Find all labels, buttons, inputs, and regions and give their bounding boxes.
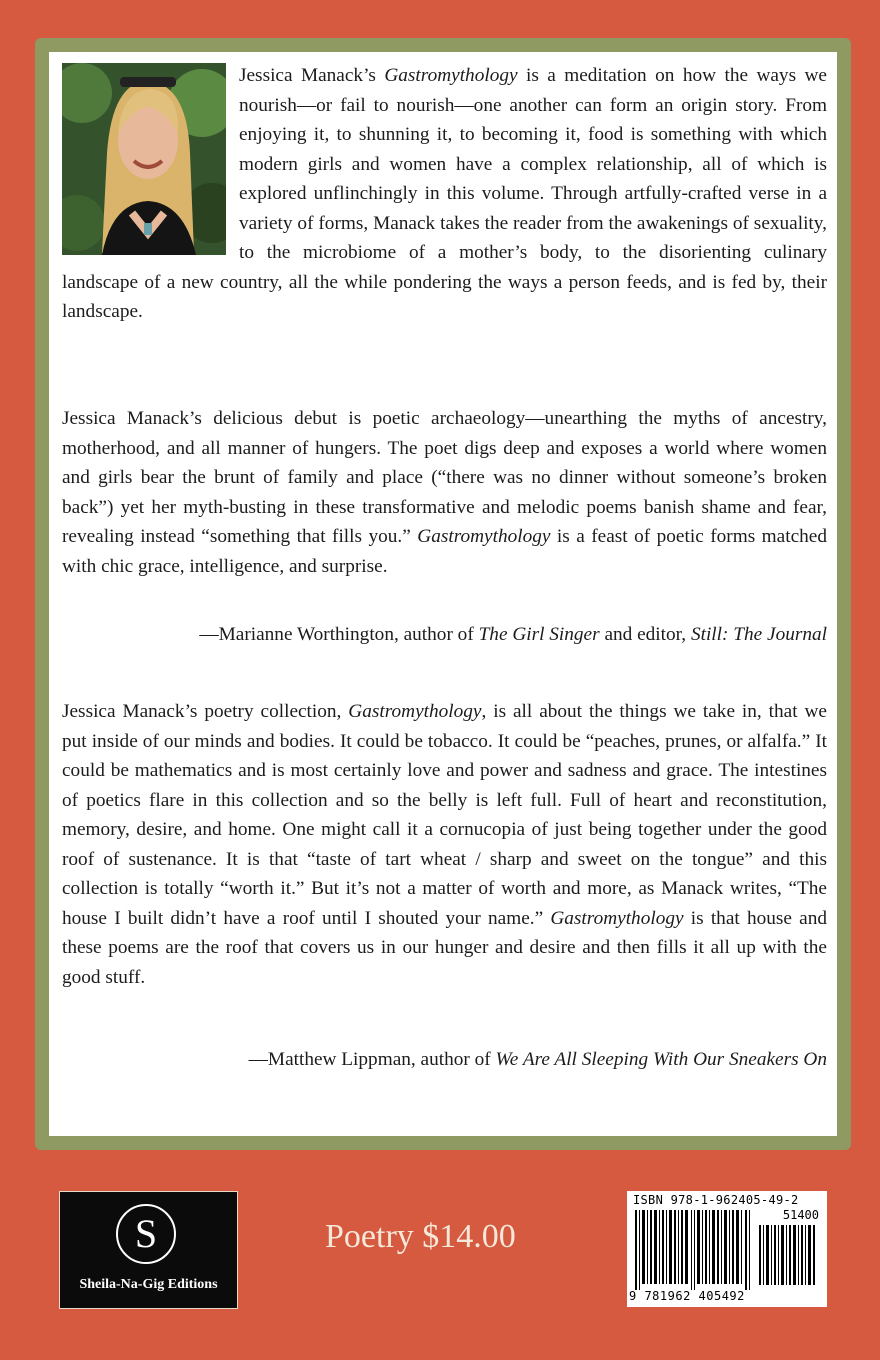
barcode-price-code: 51400	[782, 1208, 819, 1222]
endorsement-book-title: Gastromythology	[417, 526, 551, 547]
endorsement-worthington	[62, 404, 827, 581]
attribution-book: We Are All Sleeping With Our Sneakers On	[495, 1049, 827, 1070]
endorsement-lippman	[62, 697, 827, 992]
endorsement-book-title-2: Gastromythology	[550, 907, 684, 929]
attribution-pre: —Matthew Lippman, author of	[248, 1049, 496, 1070]
endorsement-post: is that house and these poems are the roof that covers us in our hunger and desire and then fills it all up with the good stuff.	[62, 907, 827, 988]
isbn-barcode	[627, 1191, 827, 1307]
bio-pre: Jessica Manack’s	[239, 65, 385, 86]
endorsement-mid: , is all about the things we take in, that we put inside of our minds and bodies. It could be tobacco. It could be “peaches, prunes, or alfalfa.” It could be mathematics and is most certainly love and power and sadness and grace. The intestines of poetics flare in this collection and so the belly is left full. Full of heart and reconstitution, memory, desire, and home. One might call it a cornucopia of just being together under the good roof of sustenance. It is that “taste of tart wheat / sharp and sweet on the tongue” and this collection is totally “worth it.” But it’s not a matter of worth and more, as Manack writes, “The house I built didn’t have a roof until I shouted your name.”	[62, 701, 827, 929]
publisher-logo	[59, 1191, 238, 1309]
attribution-lippman	[62, 1045, 827, 1075]
endorsement-pre: Jessica Manack’s poetry collection,	[62, 701, 349, 722]
price-label: Poetry $14.00	[325, 1218, 516, 1255]
publisher-name: Sheila-Na-Gig Editions	[79, 1277, 218, 1292]
publisher-logo-emblem: S	[116, 1204, 176, 1264]
barcode-addon-bars-icon	[759, 1225, 819, 1285]
attribution-mid: and editor,	[599, 624, 691, 645]
bio-post: is a meditation on how the ways we nourish—or fail to nourish—one another can form an origin story. From enjoying it, to shunning it, to becoming it, food is something with which modern girls and women have a complex relationship, all of which is explored unflinchingly in this volume. Through artfully-crafted verse in a variety of forms, Manack takes the reader from the awakenings of sexuality, to the microbiome of a mother’s body, to the disorienting culinary landscape of a new country, all the while pondering the ways a person feeds, and is fed by, their landscape.	[62, 65, 827, 322]
endorsement-post: is a feast of poetic forms matched with chic grace, intelligence, and surprise.	[62, 526, 827, 577]
ean-text: 9 781962 405492	[629, 1289, 745, 1303]
isbn-text: ISBN 978-1-962405-49-2	[633, 1193, 799, 1207]
endorsement-book-title: Gastromythology	[348, 701, 482, 722]
attribution-book: The Girl Singer	[478, 624, 600, 645]
author-bio-blurb	[62, 61, 827, 327]
attribution-journal: Still: The Journal	[690, 624, 827, 645]
bio-book-title: Gastromythology	[384, 65, 518, 86]
attribution-pre: —Marianne Worthington, author of	[199, 624, 479, 645]
attribution-worthington	[62, 620, 827, 650]
barcode-bars-icon	[635, 1210, 753, 1290]
endorsement-pre: Jessica Manack’s delicious debut is poetic archaeology—unearthing the myths of ancestry, motherhood, and all manner of hungers. The poet digs deep and exposes a world where women and girls bear the brunt of family and place (“there was no dinner without someone’s broken back”) yet her myth-busting in these transformative and melodic poems banish shame and fear, revealing instead “something that fills you.”	[62, 408, 827, 547]
